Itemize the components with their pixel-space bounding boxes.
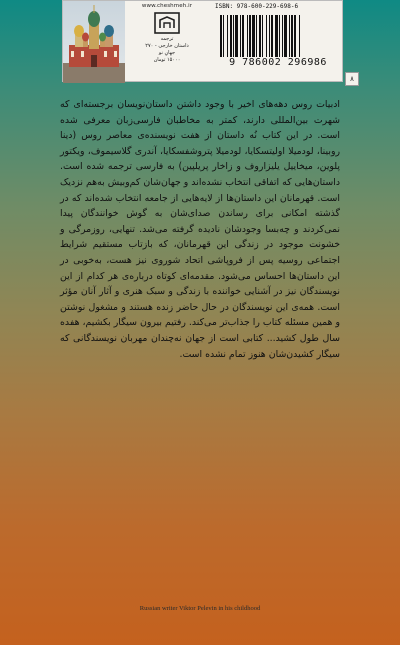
barcode-bar xyxy=(227,15,228,57)
barcode-bar xyxy=(235,15,238,57)
barcode-bar xyxy=(262,15,263,57)
publisher-url: www.cheshmeh.ir xyxy=(141,3,193,9)
isbn-label: ISBN: 978-600-229-698-6 xyxy=(215,3,299,10)
publisher-block xyxy=(129,3,205,81)
barcode-bar xyxy=(289,15,290,57)
cathedral-illustration xyxy=(63,1,125,83)
barcode-bar xyxy=(247,15,248,57)
barcode-bar xyxy=(275,15,278,57)
barcode-bar xyxy=(269,15,270,57)
series-label: ترجمه xyxy=(160,36,174,42)
series-number: داستان خارجی - ۲۷۰ xyxy=(145,43,189,49)
barcode-bar xyxy=(220,15,222,57)
series-name: جهانِ نو xyxy=(158,50,176,56)
blurb-paragraph: ادبیات روس دهه‌های اخیر با وجود داشتن داستان‌نویسان برجسته‌ای که شهرت بین‌المللی دارند، کمتر به مخاطبان فارسی‌زبان معرفی شده است. در این کتاب نُه داستان از هفت نویسنده‌ی معاصر روس (دینا روبینا، لودمیلا اولیتسکایا، لودمیلا پتروشفسکایا، آندری گلاسیموف، ویکتور پلوین، میخاییل یلیزاروف و زاخار پریلپین) به فارسی ترجمه شده است. داستان‌هایی که اتفاقی انتخاب نشده‌اند و جهان‌شان کم‌وبیش به‌هم نزدیک است. قهرمانان این داستان‌ها از لایه‌هایی از جامعه انتخاب شده‌اند که در گذشته امکانی برای رساندن صدای‌شان به گوش خوانندگان پیدا نمی‌کردند و چه‌بسا وجودشان نادیده گرفته می‌شد. تنهایی، روزمرگی و خشونت موجود در زندگی این قهرمانان، که بازتاب مستقیم شرایط اجتماعی روسیه پس از فروپاشی اتحاد شوروی نیز هست، به‌خوبی در این داستان‌ها احساس می‌شود. مقدمه‌ای کوتاه درباره‌ی هر کدام از این نویسندگان نیز در آشنایی خواننده با زندگی و سبک هنری و آثار آنان مؤثر است. همه‌ی این نویسندگان در حال حاضر زنده هستند و مشغول نوشتن و همین مسئله کتاب را جذاب‌تر می‌کند. رفتیم بیرون سیگار بکشیم، هفده سال طول کشید... کتابی است از جهان نه‌چندان مهربان نویسندگانی که سیگار کشیدن‌شان هنوز تمام نشده است. xyxy=(60,99,340,360)
barcode-bar xyxy=(256,15,257,57)
barcode-bar xyxy=(299,15,300,57)
age-rating-badge: ۸ xyxy=(345,72,359,86)
kremlin-cathedral-photo xyxy=(63,1,125,83)
price-label: ۱۵۰۰۰ تومان xyxy=(153,57,181,63)
barcode-bar xyxy=(294,15,296,57)
barcode-bar xyxy=(249,15,251,57)
barcode-bar xyxy=(230,15,232,57)
barcode-bar xyxy=(240,15,241,57)
barcode-bar xyxy=(282,15,283,57)
barcode-graphic xyxy=(219,15,337,57)
barcode-bar xyxy=(233,15,234,57)
barcode-bar xyxy=(284,15,287,57)
barcode-bar xyxy=(223,15,224,57)
back-cover-header-panel xyxy=(62,0,343,82)
barcode-area xyxy=(215,3,341,79)
barcode-bar xyxy=(259,15,261,57)
cheshmeh-logo-icon xyxy=(154,12,180,34)
barcode-bar xyxy=(271,15,273,57)
barcode-bar xyxy=(279,15,280,57)
back-cover-blurb xyxy=(60,97,340,362)
photo-caption: Russian writer Viktor Pelevin in his childhood xyxy=(139,605,261,612)
barcode-digits: 9 786002 296986 xyxy=(229,57,327,68)
barcode-bar xyxy=(242,15,244,57)
barcode-bar xyxy=(266,15,267,57)
barcode-bar xyxy=(252,15,255,57)
barcode-bar xyxy=(291,15,293,57)
